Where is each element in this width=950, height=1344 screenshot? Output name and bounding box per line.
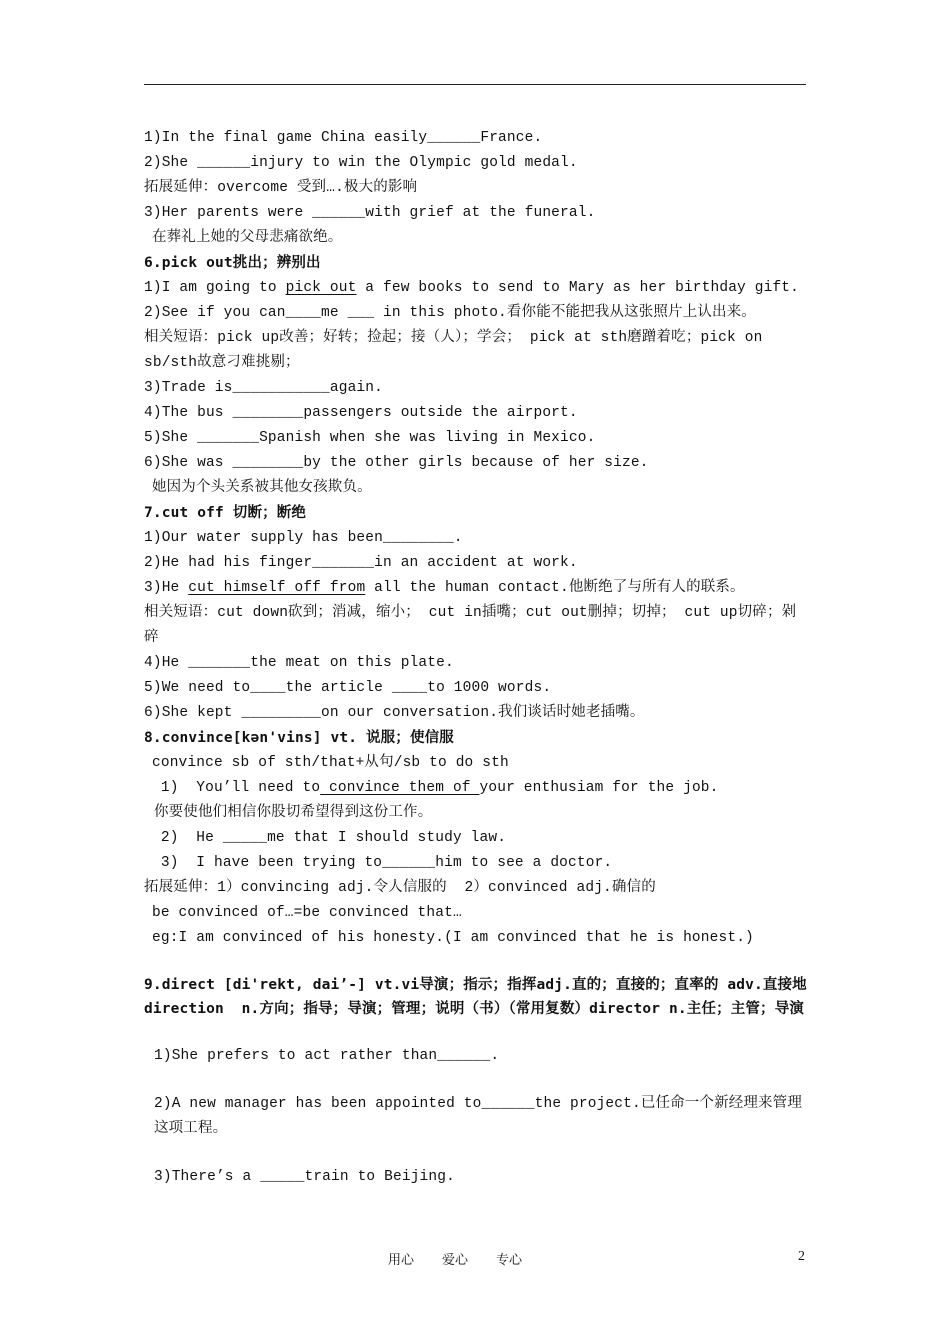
exercise-line: 2)He had his finger_______in an accident at work. xyxy=(144,555,578,571)
spacer xyxy=(144,1069,808,1092)
translation-line: 你要使他们相信你股切希望得到这份工作。 xyxy=(154,805,433,821)
translation-line: 她因为个头关系被其他女孩欺负。 xyxy=(152,480,372,496)
section-heading-cut-off: 7.cut off 切断；断绝 xyxy=(144,505,307,521)
section-heading-convince: 8.convince[kən'vins] vt. 说服；使信服 xyxy=(144,730,454,746)
section-heading-direct: 9.direct [di'rekt, dai’-] vt.vi导演；指示；指挥adj.直的；直接的；直率的 adv.直接地 direction n.方向；指导；导演；管理；说明（书）（常用复数）director n.主任；主管；导演 xyxy=(144,977,816,1017)
page-number: 2 xyxy=(798,1249,805,1264)
exercise-line: 5)She _______Spanish when she was living in Mexico. xyxy=(144,430,596,446)
exercise-line: 2)A new manager has been appointed to______the project.已任命一个新经理来管理这项工程。 xyxy=(154,1096,802,1137)
exercise-line: 6)She kept _________on our conversation.我们谈话时她老插嘴。 xyxy=(144,705,645,721)
spacer xyxy=(144,1021,808,1044)
exercise-line: 2)She ______injury to win the Olympic gold medal. xyxy=(144,155,578,171)
extension-note: 拓展延伸：overcome 受到….极大的影响 xyxy=(144,180,418,196)
footer-motto xyxy=(388,1249,550,1268)
exercise-line: 3)Her parents were ______with grief at the funeral. xyxy=(144,205,596,221)
exercise-line: 3)There’s a _____train to Beijing. xyxy=(154,1169,455,1185)
exercise-line: 4)The bus ________passengers outside the airport. xyxy=(144,405,578,421)
exercise-line: 2)See if you can____me ___ in this photo.看你能不能把我从这张照片上认出来。 xyxy=(144,305,756,321)
exercise-line: 3) I have been trying to______him to see a doctor. xyxy=(152,855,613,871)
example-line: 1) You’ll need to convince them of your enthusiam for the job. xyxy=(152,780,719,796)
section-heading-pick-out: 6.pick out挑出；辨别出 xyxy=(144,255,321,271)
example-line: 1)I am going to pick out a few books to send to Mary as her birthday gift. xyxy=(144,280,800,296)
exercise-line: 6)She was ________by the other girls because of her size. xyxy=(144,455,649,471)
usage-pattern: be convinced of…=be convinced that… xyxy=(152,905,462,921)
underlined-phrase: pick out xyxy=(285,280,357,296)
exercise-line: 4)He _______the meat on this plate. xyxy=(144,655,454,671)
exercise-line: 2) He _____me that I should study law. xyxy=(152,830,507,846)
document-body xyxy=(144,126,816,1190)
underlined-phrase: convince them of xyxy=(320,780,480,796)
exercise-line: 1)In the final game China easily______France. xyxy=(144,130,543,146)
exercise-line: 1)She prefers to act rather than______. xyxy=(154,1048,500,1064)
page-footer xyxy=(0,1249,950,1269)
example-line: eg:I am convinced of his honesty.(I am convinced that he is honest.) xyxy=(152,930,754,946)
exercise-line: 3)Trade is___________again. xyxy=(144,380,383,396)
spacer xyxy=(144,1142,808,1165)
header-rule xyxy=(144,84,806,85)
footer-motto-3: 专心 xyxy=(496,1253,523,1268)
translation-line: 在葬礼上她的父母悲痛欲绝。 xyxy=(152,230,343,246)
underlined-phrase: cut himself off from xyxy=(188,580,366,596)
footer-motto-2: 爱心 xyxy=(442,1253,469,1268)
usage-pattern: convince sb of sth/that+从句/sb to do sth xyxy=(152,755,509,771)
exercise-line: 1)Our water supply has been________. xyxy=(144,530,463,546)
related-phrases: 相关短语：cut down砍到；消减，缩小； cut in插嘴；cut out删掉；切掉； cut up切碎；剁碎 xyxy=(144,605,797,646)
exercise-line: 5)We need to____the article ____to 1000 words. xyxy=(144,680,552,696)
extension-note: 拓展延伸：1）convincing adj.令人信服的 2）convinced adj.确信的 xyxy=(144,880,656,896)
footer-motto-1: 用心 xyxy=(388,1253,415,1268)
example-line: 3)He cut himself off from all the human contact.他断绝了与所有人的联系。 xyxy=(144,580,745,596)
related-phrases: 相关短语：pick up改善；好转；捡起；接（人）；学会； pick at sth磨蹭着吃；pick on sb/sth故意刁难挑剔； xyxy=(144,330,772,371)
spacer xyxy=(144,951,808,973)
